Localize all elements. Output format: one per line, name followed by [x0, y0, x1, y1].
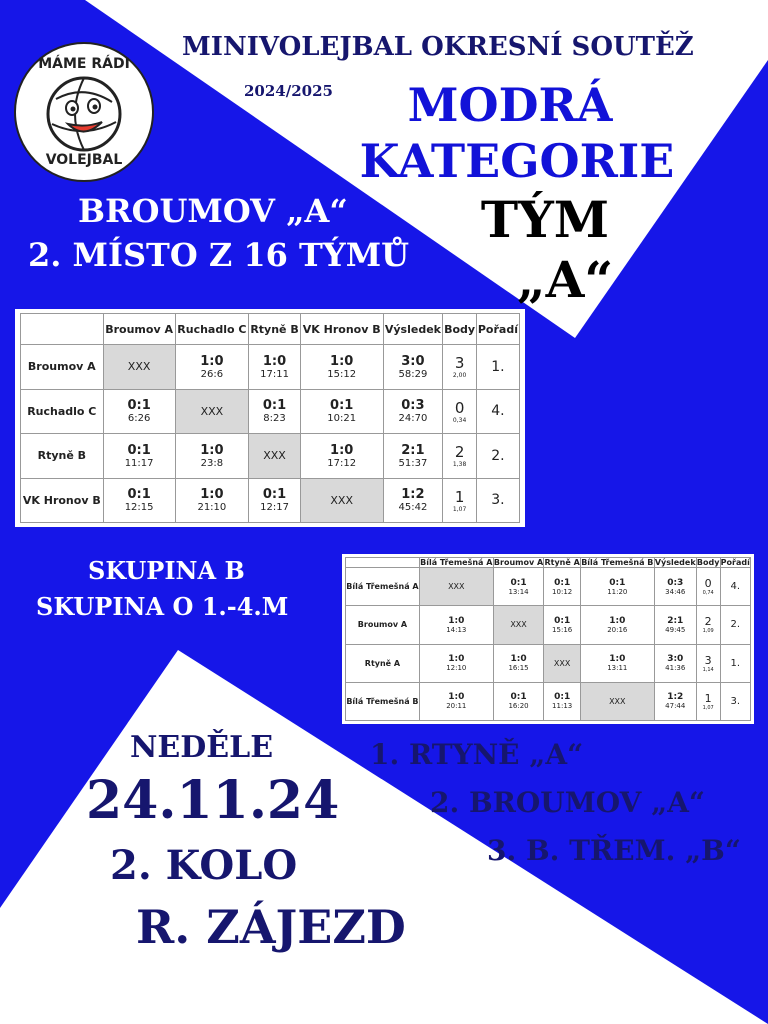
total-result-cell — [654, 568, 696, 606]
category-line2: KATEGORIE — [359, 134, 675, 188]
table-row — [21, 478, 520, 523]
table-row — [21, 389, 520, 434]
points-ratio: 0,34 — [452, 416, 467, 424]
match-score: 0:1 — [127, 398, 151, 414]
event-date: 24.11.24 — [86, 770, 340, 831]
season-end: /2025 — [285, 82, 333, 100]
column-header: Výsledek — [654, 558, 696, 567]
column-header: VK Hronov B — [300, 314, 383, 345]
rank-cell: 4. — [720, 568, 750, 606]
match-result-cell — [175, 434, 249, 479]
match-score: 3:0 — [667, 654, 684, 665]
match-score: 2:1 — [401, 442, 425, 458]
match-points: 20:16 — [607, 625, 628, 634]
match-points: 11:13 — [552, 702, 573, 711]
match-score: 1:0 — [609, 654, 626, 665]
match-score: 0:1 — [127, 442, 151, 458]
match-result-cell — [419, 682, 493, 720]
match-points: 14:13 — [446, 625, 467, 634]
row-team-name: Rtyně B — [21, 434, 104, 479]
table-row — [346, 606, 751, 644]
table-b-panel — [342, 554, 754, 724]
rank-cell: 1. — [720, 644, 750, 682]
match-points: 34:46 — [665, 587, 686, 596]
rank-cell: 2. — [476, 434, 519, 479]
season-start: 2024 — [244, 82, 286, 100]
table-row — [346, 568, 751, 606]
points-cell — [443, 345, 477, 390]
row-team-name: Broumov A — [346, 606, 420, 644]
match-result-cell — [175, 478, 249, 523]
match-score: 1:0 — [330, 353, 354, 369]
match-result-cell — [103, 389, 175, 434]
column-header: Ruchadlo C — [175, 314, 249, 345]
column-header: Pořadí — [720, 558, 750, 567]
match-points: 24:70 — [398, 413, 428, 425]
points-cell — [443, 434, 477, 479]
match-result-cell — [544, 682, 581, 720]
points-ratio: 1,38 — [452, 461, 467, 469]
column-header: Pořadí — [476, 314, 519, 345]
row-team-name: Bílá Třemešná A — [346, 568, 420, 606]
match-score: 1:0 — [448, 692, 465, 703]
group-sublabel: SKUPINA O 1.-4.M — [36, 592, 289, 621]
total-result-cell — [383, 478, 443, 523]
match-score: 0:1 — [127, 487, 151, 503]
match-score: 1:0 — [510, 654, 527, 665]
points-value: 3 — [454, 354, 465, 373]
standings-second: 2. BROUMOV „A“ — [430, 786, 706, 819]
match-points: 51:37 — [398, 457, 428, 469]
table-a-panel — [15, 309, 525, 527]
self-match-cell: XXX — [103, 345, 175, 390]
match-score: 1:0 — [200, 353, 224, 369]
row-team-name: Broumov A — [21, 345, 104, 390]
results-table-b — [345, 557, 751, 721]
self-match-cell: XXX — [580, 682, 654, 720]
logo-mame-radi-volejbal — [14, 42, 154, 182]
table-header-row — [346, 558, 751, 568]
match-result-cell — [103, 478, 175, 523]
event-round: 2. KOLO — [110, 842, 298, 889]
row-team-name: Rtyně A — [346, 644, 420, 682]
total-result-cell — [654, 682, 696, 720]
result-place: 2. MÍSTO Z 16 TÝMŮ — [28, 236, 410, 274]
match-result-cell — [300, 345, 383, 390]
category-line1: MODRÁ — [407, 78, 613, 132]
match-result-cell — [419, 644, 493, 682]
row-team-name: VK Hronov B — [21, 478, 104, 523]
match-score: 1:2 — [401, 487, 425, 503]
match-points: 16:20 — [508, 702, 529, 711]
match-score: 1:0 — [609, 615, 626, 626]
points-cell — [696, 606, 720, 644]
match-points: 49:45 — [665, 625, 686, 634]
table-row — [21, 434, 520, 479]
row-team-name: Ruchadlo C — [21, 389, 104, 434]
match-points: 10:12 — [552, 587, 573, 596]
match-points: 10:21 — [327, 413, 357, 425]
standings-third: 3. B. TŘEM. „B“ — [487, 834, 741, 867]
match-score: 0:1 — [262, 398, 287, 414]
match-score: 0:1 — [554, 615, 571, 626]
total-result-cell — [383, 434, 443, 479]
match-score: 1:0 — [448, 615, 465, 626]
team-label: TÝM — [480, 190, 610, 249]
points-ratio: 1,09 — [702, 628, 714, 635]
points-value: 1 — [454, 487, 465, 506]
match-score: 1:0 — [448, 654, 465, 665]
match-result-cell — [249, 345, 301, 390]
column-header — [346, 558, 420, 568]
match-result-cell — [493, 682, 544, 720]
match-points: 11:17 — [124, 457, 154, 469]
match-points: 11:20 — [607, 587, 628, 596]
match-score: 1:0 — [200, 442, 224, 458]
match-result-cell — [544, 606, 581, 644]
team-name: „A“ — [516, 250, 614, 309]
match-score: 3:0 — [401, 353, 425, 369]
match-result-cell — [580, 568, 654, 606]
match-score: 1:0 — [262, 353, 287, 369]
match-result-cell — [419, 606, 493, 644]
match-result-cell — [103, 434, 175, 479]
rank-cell: 1. — [476, 345, 519, 390]
match-points: 58:29 — [398, 368, 428, 380]
points-value: 2 — [454, 443, 465, 462]
match-score: 1:0 — [330, 442, 354, 458]
self-match-cell: XXX — [544, 644, 581, 682]
table-row — [21, 345, 520, 390]
rank-cell: 3. — [720, 682, 750, 720]
match-points: 47:44 — [665, 702, 686, 711]
rank-cell: 2. — [720, 606, 750, 644]
match-score: 0:3 — [401, 398, 425, 414]
points-cell — [696, 644, 720, 682]
column-header: Bílá Třemešná B — [581, 558, 654, 567]
column-header: Broumov A — [493, 558, 544, 567]
match-result-cell — [300, 389, 383, 434]
match-score: 0:1 — [510, 692, 527, 703]
row-team-name: Bílá Třemešná B — [346, 682, 420, 720]
self-match-cell: XXX — [249, 434, 301, 479]
match-result-cell — [300, 434, 383, 479]
match-points: 20:11 — [446, 702, 467, 711]
match-points: 17:12 — [327, 457, 357, 469]
match-score: 2:1 — [667, 615, 684, 626]
points-value: 0 — [454, 398, 465, 417]
points-cell — [696, 682, 720, 720]
match-result-cell — [175, 345, 249, 390]
match-score: 1:0 — [200, 487, 224, 503]
match-result-cell — [580, 644, 654, 682]
points-ratio: 1,07 — [702, 704, 714, 711]
points-ratio: 1,14 — [702, 666, 714, 673]
table-row — [346, 644, 751, 682]
match-points: 6:26 — [127, 413, 151, 425]
standings-first: 1. RTYNĚ „A“ — [370, 738, 584, 771]
column-header: Rtyně B — [249, 314, 301, 345]
points-value: 0 — [704, 577, 712, 591]
logo-top-text: MÁME RÁDI — [38, 56, 130, 72]
match-score: 0:1 — [262, 487, 287, 503]
column-header: Bílá Třemešná A — [420, 558, 493, 567]
match-points: 41:36 — [665, 664, 686, 673]
match-points: 15:16 — [552, 625, 573, 634]
match-result-cell — [493, 644, 544, 682]
match-result-cell — [580, 606, 654, 644]
self-match-cell: XXX — [493, 606, 544, 644]
table-header-row — [21, 314, 520, 345]
match-points: 16:15 — [508, 664, 529, 673]
points-value: 3 — [704, 653, 712, 667]
results-table-a — [20, 313, 520, 523]
points-cell — [696, 568, 720, 606]
match-points: 12:10 — [446, 664, 467, 673]
match-points: 23:8 — [200, 457, 224, 469]
season-label — [244, 82, 333, 100]
column-header: Body — [696, 558, 720, 567]
match-points: 26:6 — [200, 368, 224, 380]
match-result-cell — [493, 568, 544, 606]
total-result-cell — [654, 606, 696, 644]
self-match-cell: XXX — [175, 389, 249, 434]
total-result-cell — [383, 389, 443, 434]
match-result-cell — [544, 568, 581, 606]
self-match-cell: XXX — [300, 478, 383, 523]
column-header — [21, 314, 104, 345]
total-result-cell — [654, 644, 696, 682]
match-score: 0:3 — [667, 577, 684, 588]
match-result-cell — [249, 389, 301, 434]
self-match-cell: XXX — [419, 568, 493, 606]
column-header: Výsledek — [383, 314, 443, 345]
table-row — [346, 682, 751, 720]
match-score: 0:1 — [554, 692, 571, 703]
rank-cell: 3. — [476, 478, 519, 523]
points-ratio: 0,74 — [702, 590, 714, 597]
column-header: Rtyně A — [544, 558, 580, 567]
match-score: 0:1 — [330, 398, 354, 414]
result-team: BROUMOV „A“ — [78, 192, 348, 230]
match-score: 0:1 — [554, 577, 571, 588]
match-points: 8:23 — [263, 413, 286, 425]
event-day: NEDĚLE — [130, 730, 274, 765]
group-label: SKUPINA B — [88, 556, 245, 585]
match-points: 15:12 — [327, 368, 357, 380]
match-score: 1:2 — [667, 692, 684, 703]
points-ratio: 1,07 — [452, 505, 467, 513]
points-cell — [443, 478, 477, 523]
logo-bottom-text: VOLEJBAL — [45, 152, 123, 168]
points-value: 1 — [704, 691, 712, 705]
match-result-cell — [249, 478, 301, 523]
total-result-cell — [383, 345, 443, 390]
points-value: 2 — [704, 615, 712, 629]
match-points: 21:10 — [197, 502, 227, 514]
match-points: 13:14 — [508, 587, 529, 596]
match-points: 12:17 — [260, 502, 289, 514]
points-cell — [443, 389, 477, 434]
event-referee: R. ZÁJEZD — [136, 900, 406, 954]
match-score: 0:1 — [510, 577, 527, 588]
match-points: 13:11 — [607, 664, 628, 673]
column-header: Broumov A — [103, 314, 175, 345]
points-ratio: 2,00 — [452, 372, 467, 380]
rank-cell: 4. — [476, 389, 519, 434]
match-points: 17:11 — [260, 368, 289, 380]
match-score: 0:1 — [609, 577, 626, 588]
match-points: 12:15 — [124, 502, 154, 514]
column-header: Body — [443, 314, 477, 345]
match-points: 45:42 — [398, 502, 428, 514]
competition-title: MINIVOLEJBAL OKRESNÍ SOUTĚŽ — [182, 32, 694, 62]
